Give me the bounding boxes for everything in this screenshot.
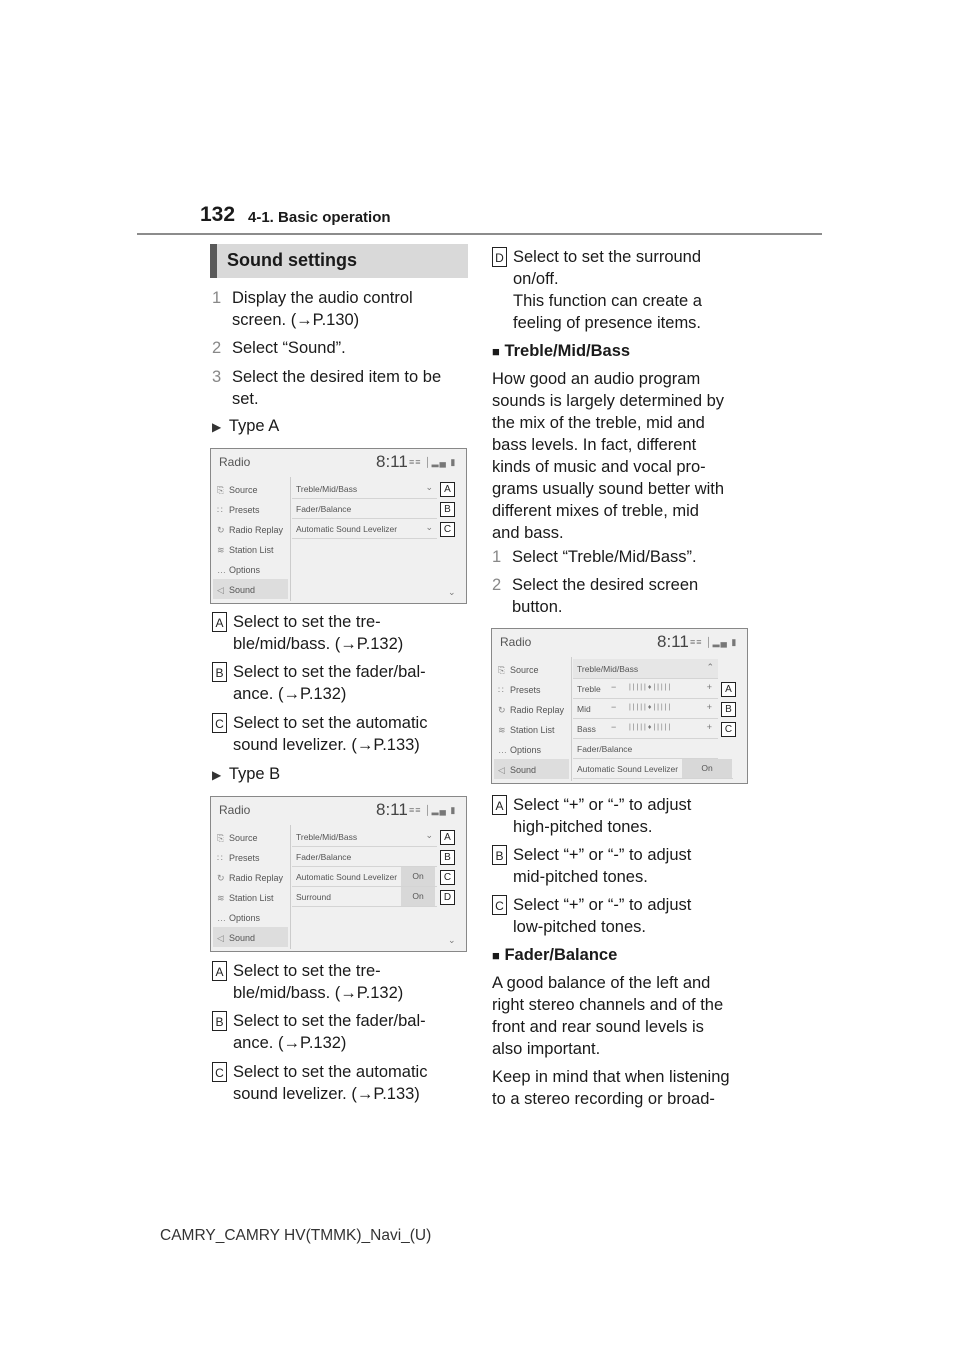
station-list-icon: ≋ (217, 893, 225, 903)
status-icons: ≡≡ │▂▄ ▮ (409, 457, 457, 467)
para-line: kinds of music and vocal pro- (492, 458, 706, 476)
row-label: Treble (577, 684, 601, 694)
item-text-4: feeling of presence items. (513, 314, 702, 332)
item-text-2: ance. (→P.132) (233, 685, 347, 703)
label-box: A (492, 795, 507, 815)
source-icon: ⎘ (217, 485, 225, 495)
para-line: Keep in mind that when listening (492, 1068, 730, 1086)
asl-on-toggle: On (401, 867, 435, 886)
item-text-2: ble/mid/bass. (→P.132) (233, 984, 404, 1002)
status-icons: ≡≡ │▂▄ ▮ (690, 637, 738, 647)
replay-icon: ↻ (498, 705, 506, 715)
step-2 (212, 337, 346, 359)
menu-presets (217, 853, 260, 864)
para-line: sounds is largely determined by (492, 392, 725, 410)
para-line: different mixes of treble, mid (492, 502, 699, 520)
minus-icon: − (611, 722, 617, 732)
divider (290, 825, 291, 949)
square-bullet-icon: ■ (492, 948, 500, 963)
row-label: Fader/Balance (577, 744, 633, 754)
type-a-label (212, 415, 279, 438)
presets-icon: ∷ (217, 505, 223, 515)
row-treble-mid-bass (292, 479, 437, 499)
screen-clock: 8:11 (376, 452, 408, 471)
divider (571, 657, 572, 781)
row-label: Treble/Mid/Bass (296, 484, 358, 494)
chevron-down-icon: ⌄ (425, 522, 433, 532)
row-label: Bass (577, 724, 596, 734)
heading-text: Fader/Balance (504, 946, 618, 964)
label-box: C (212, 713, 227, 733)
row-treble (573, 679, 718, 699)
para-line: and bass. (492, 524, 564, 542)
label-box: A (212, 612, 227, 632)
tmb-item-c (492, 894, 692, 936)
row-mid (573, 699, 718, 719)
row-fader-balance (573, 739, 718, 759)
step-text-2: screen. (→P.130) (232, 311, 360, 329)
menu-station-list (217, 893, 274, 904)
type-b-item-c (212, 1061, 428, 1103)
para-line: How good an audio program (492, 370, 701, 388)
para-line: the mix of the treble, mid and (492, 414, 705, 432)
screen-title: Radio (500, 635, 532, 649)
square-bullet-icon: ■ (492, 344, 500, 359)
item-text-2: low-pitched tones. (513, 918, 646, 936)
type-b-label (212, 763, 280, 786)
status-icons: ≡≡ │▂▄ ▮ (409, 805, 457, 815)
menu-label: Radio Replay (229, 525, 284, 535)
menu-sound (498, 765, 536, 776)
screen-type-a (210, 448, 467, 604)
row-fader-balance (292, 847, 437, 867)
menu-source (217, 485, 258, 496)
step-number: 1 (492, 548, 502, 566)
callout-c: C (440, 870, 455, 885)
step-text-2: set. (232, 390, 259, 408)
step-3 (212, 366, 442, 408)
label-box: D (492, 247, 507, 267)
row-treble-mid-bass (573, 659, 718, 679)
screen-title: Radio (219, 455, 251, 469)
menu-label: Sound (229, 933, 256, 943)
screen-treble-mid-bass (491, 628, 748, 784)
station-list-icon: ≋ (498, 725, 506, 735)
source-icon: ⎘ (217, 833, 225, 843)
menu-label: Options (229, 913, 261, 923)
step-text: Select the desired screen (512, 576, 699, 594)
item-text-2: on/off. (513, 270, 559, 288)
options-icon: … (217, 913, 226, 923)
item-text: Select “+” or “-” to adjust (513, 796, 692, 814)
type-a-text: Type A (228, 417, 280, 435)
row-label: Automatic Sound Levelizer (296, 872, 398, 882)
row-label: Fader/Balance (296, 852, 352, 862)
presets-icon: ∷ (498, 685, 504, 695)
minus-icon: − (611, 702, 617, 712)
item-text: Select to set the tre- (233, 962, 381, 980)
item-text: Select to set the automatic (233, 714, 428, 732)
para-line: A good balance of the left and (492, 974, 711, 992)
type-b-item-a (212, 960, 404, 1002)
menu-label: Source (229, 485, 258, 495)
plus-icon: + (706, 722, 712, 732)
bass-scale: | | | | | ♦ | | | | | (629, 724, 671, 731)
menu-radio-replay (217, 525, 283, 536)
step-text: Select the desired item to be (232, 368, 442, 386)
item-text: Select to set the surround (513, 248, 702, 266)
menu-label: Presets (229, 505, 260, 515)
item-text: Select “+” or “-” to adjust (513, 846, 692, 864)
row-label: Automatic Sound Levelizer (296, 524, 398, 534)
scroll-down-icon: ⌄ (448, 935, 456, 945)
menu-presets (498, 685, 541, 696)
menu-label: Presets (229, 853, 260, 863)
menu-label: Source (510, 665, 539, 675)
fader-balance-heading (492, 944, 617, 967)
menu-radio-replay (498, 705, 564, 716)
triangle-bullet-icon: ▶ (212, 768, 222, 782)
item-text-2: mid-pitched tones. (513, 868, 648, 886)
replay-icon: ↻ (217, 873, 225, 883)
type-a-item-c (212, 712, 428, 754)
sound-icon: ◁ (217, 933, 224, 943)
item-text-3: This function can create a (513, 292, 702, 310)
triangle-bullet-icon: ▶ (212, 420, 222, 434)
menu-label: Sound (510, 765, 537, 775)
footer-model-code: CAMRY_CAMRY HV(TMMK)_Navi_(U) (160, 1227, 432, 1244)
item-text: Select to set the tre- (233, 613, 381, 631)
row-label: Fader/Balance (296, 504, 352, 514)
para-line: to a stereo recording or broad- (492, 1090, 715, 1108)
para-line: right stereo channels and of the (492, 996, 724, 1014)
para-line: also important. (492, 1040, 601, 1058)
section-title: 4-1. Basic operation (248, 209, 391, 226)
row-asl (292, 519, 437, 539)
step-number: 1 (212, 289, 222, 307)
menu-source (217, 833, 258, 844)
sound-icon: ◁ (498, 765, 505, 775)
sound-settings-heading (210, 244, 468, 278)
step-text-2: button. (512, 598, 563, 616)
menu-sound (217, 933, 255, 944)
fb-paragraph-2 (492, 1066, 730, 1110)
treble-scale: | | | | | ♦ | | | | | (629, 684, 671, 691)
label-box: C (492, 895, 507, 915)
type-a-item-b (212, 661, 426, 703)
item-text-2: high-pitched tones. (513, 818, 653, 836)
menu-radio-replay (217, 873, 283, 884)
asl-on-toggle: On (682, 759, 732, 778)
minus-icon: − (611, 682, 617, 692)
fb-paragraph-1 (492, 972, 723, 1060)
callout-c: C (440, 522, 455, 537)
heading-text: Treble/Mid/Bass (504, 342, 631, 360)
menu-options (498, 745, 541, 755)
item-text: Select to set the automatic (233, 1063, 428, 1081)
step-number: 2 (492, 576, 502, 594)
tmb-item-a (492, 794, 692, 836)
item-text: Select “+” or “-” to adjust (513, 896, 692, 914)
label-box: B (212, 662, 227, 682)
tmb-step-1 (492, 546, 697, 568)
menu-label: Presets (510, 685, 541, 695)
replay-icon: ↻ (217, 525, 225, 535)
page-number: 132 (200, 203, 236, 226)
screen-title: Radio (219, 803, 251, 817)
item-text-2: ance. (→P.132) (233, 1034, 347, 1052)
menu-label: Station List (510, 725, 555, 735)
menu-label: Options (229, 565, 261, 575)
presets-icon: ∷ (217, 853, 223, 863)
label-box: B (212, 1011, 227, 1031)
menu-label: Radio Replay (229, 873, 284, 883)
row-fader-balance (292, 499, 437, 519)
chevron-down-icon: ⌄ (425, 830, 433, 840)
menu-station-list (498, 725, 555, 736)
step-number: 2 (212, 339, 222, 357)
menu-label: Options (510, 745, 542, 755)
row-label: Mid (577, 704, 591, 714)
callout-b: B (440, 502, 455, 517)
step-number: 3 (212, 368, 222, 386)
screen-type-b (210, 796, 467, 952)
menu-label: Station List (229, 545, 274, 555)
menu-label: Station List (229, 893, 274, 903)
label-box: B (492, 845, 507, 865)
callout-a: A (440, 830, 455, 845)
scroll-down-icon: ⌄ (448, 587, 456, 597)
para-line: bass levels. In fact, different (492, 436, 697, 454)
heading-text: Sound settings (227, 250, 357, 270)
menu-source (498, 665, 539, 676)
menu-options (217, 565, 260, 575)
callout-a: A (721, 682, 736, 697)
menu-label: Sound (229, 585, 256, 595)
callout-a: A (440, 482, 455, 497)
screen-clock: 8:11 (657, 632, 689, 651)
item-text-2: sound levelizer. (→P.133) (233, 736, 420, 754)
options-icon: … (217, 565, 226, 575)
menu-station-list (217, 545, 274, 556)
step-text: Select “Treble/Mid/Bass”. (512, 548, 697, 566)
menu-presets (217, 505, 260, 516)
type-b-item-b (212, 1010, 426, 1052)
station-list-icon: ≋ (217, 545, 225, 555)
item-text-2: ble/mid/bass. (→P.132) (233, 635, 404, 653)
label-box: A (212, 961, 227, 981)
step-text: Display the audio control (232, 289, 413, 307)
callout-b: B (721, 702, 736, 717)
type-b-item-d (492, 246, 702, 332)
tmb-item-b (492, 844, 692, 886)
type-a-item-a (212, 611, 404, 653)
item-text: Select to set the fader/bal- (233, 663, 426, 681)
sound-icon: ◁ (217, 585, 224, 595)
callout-c: C (721, 722, 736, 737)
callout-b: B (440, 850, 455, 865)
type-b-text: Type B (228, 765, 281, 783)
source-icon: ⎘ (498, 665, 506, 675)
row-label: Automatic Sound Levelizer (577, 764, 679, 774)
menu-label: Radio Replay (510, 705, 565, 715)
row-label: Treble/Mid/Bass (296, 832, 358, 842)
chevron-down-icon: ⌄ (425, 482, 433, 492)
menu-label: Source (229, 833, 258, 843)
step-text: Select “Sound”. (232, 339, 346, 357)
para-line: front and rear sound levels is (492, 1018, 704, 1036)
row-label: Treble/Mid/Bass (577, 664, 639, 674)
tmb-paragraph (492, 368, 724, 544)
options-icon: … (498, 745, 507, 755)
para-line: grams usually sound better with (492, 480, 725, 498)
surround-on-toggle: On (401, 887, 435, 906)
menu-sound (217, 585, 255, 596)
label-box: C (212, 1062, 227, 1082)
callout-d: D (440, 890, 455, 905)
treble-mid-bass-heading (492, 340, 630, 363)
divider (290, 477, 291, 601)
row-bass (573, 719, 718, 739)
step-1 (212, 287, 413, 329)
chevron-up-icon: ⌃ (706, 662, 714, 672)
header-rule (137, 233, 822, 235)
mid-scale: | | | | | ♦ | | | | | (629, 704, 671, 711)
tmb-step-2 (492, 574, 699, 616)
row-label: Surround (296, 892, 331, 902)
row-treble-mid-bass (292, 827, 437, 847)
plus-icon: + (706, 702, 712, 712)
menu-options (217, 913, 260, 923)
item-text: Select to set the fader/bal- (233, 1012, 426, 1030)
item-text-2: sound levelizer. (→P.133) (233, 1085, 420, 1103)
plus-icon: + (706, 682, 712, 692)
screen-clock: 8:11 (376, 800, 408, 819)
